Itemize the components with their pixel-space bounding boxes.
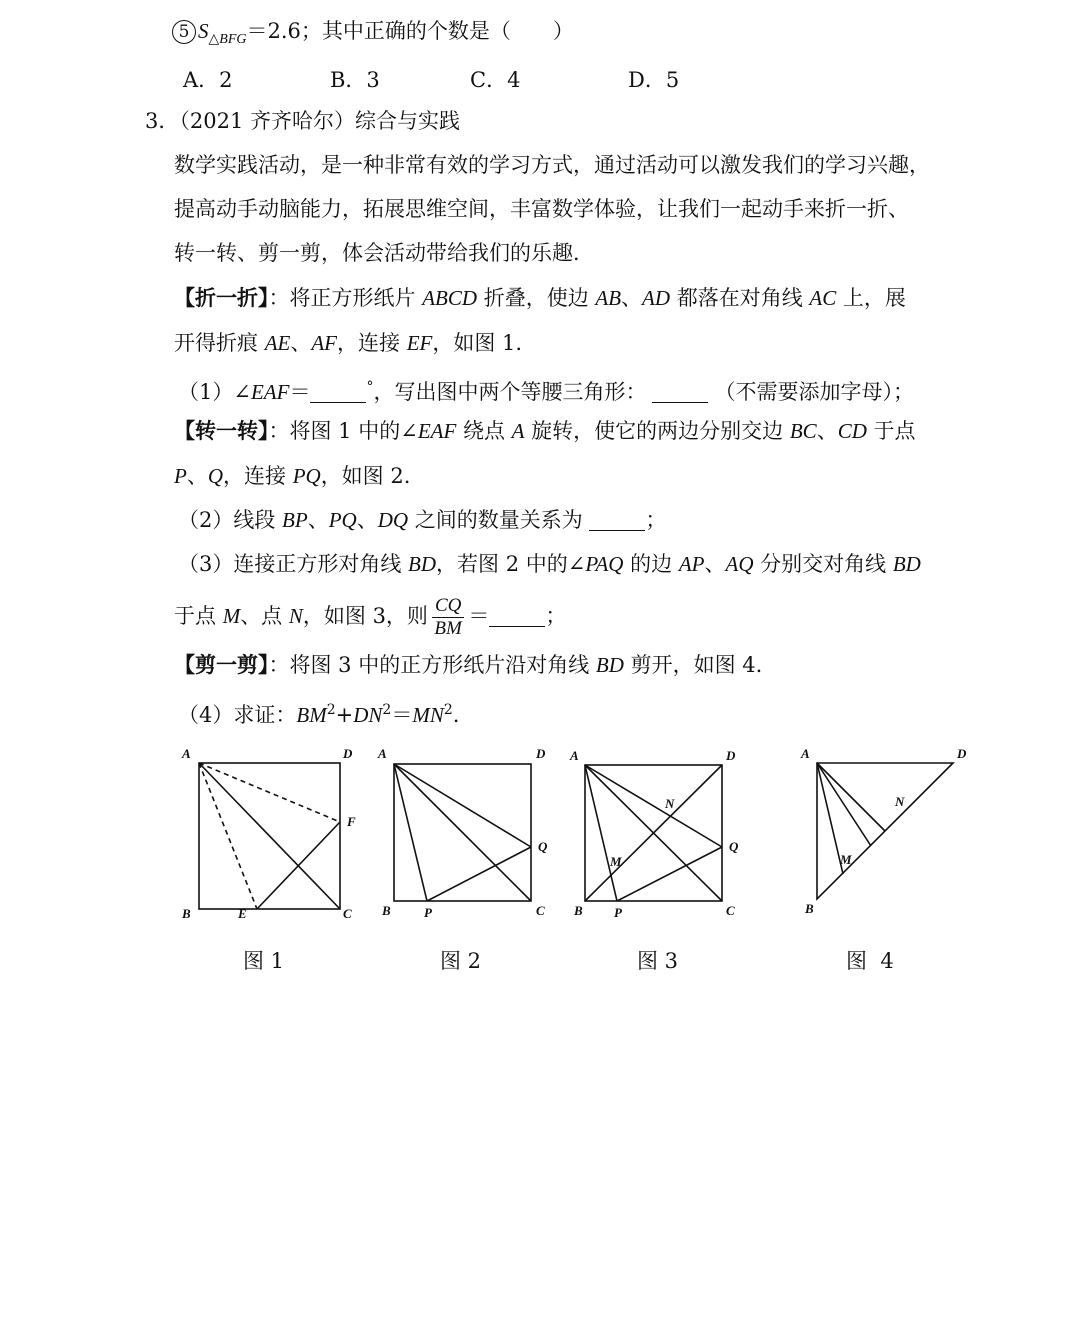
label-p: P: [424, 905, 432, 920]
fold-text: 折叠，使边: [477, 286, 596, 310]
rotate-text: 、: [816, 419, 838, 443]
exponent: 2: [326, 702, 336, 718]
label-a: A: [801, 746, 810, 761]
math-var: AB: [595, 286, 622, 310]
q4-text: （4）求证：: [178, 703, 297, 727]
fold-label: 【折一折】: [174, 285, 269, 310]
area-symbol: S: [198, 19, 209, 43]
intro-line-1: 数学实践活动，是一种非常有效的学习方式，通过活动可以激发我们的学习兴趣，: [174, 153, 930, 177]
label-b: B: [805, 901, 814, 916]
diagonal-ac: [199, 763, 340, 909]
q3-text: 的边: [623, 552, 679, 576]
label-f: F: [347, 814, 356, 829]
q1-text: ＝: [289, 380, 311, 404]
diagonal-ac: [394, 764, 531, 901]
problem-header: 3．（2021 齐齐哈尔）综合与实践: [145, 109, 460, 133]
math-var: Q: [207, 464, 223, 488]
q3-text: ；: [545, 604, 567, 628]
figure-4: [795, 740, 985, 930]
question-2: [178, 505, 666, 535]
label-d: D: [957, 746, 967, 761]
rotate-text: ：将图 1 中的∠: [268, 419, 418, 443]
cut-text: 剪开，如图 4.: [623, 653, 763, 677]
fold-line-2: [174, 328, 522, 358]
fold-text: 上，展: [836, 286, 906, 310]
label-p: P: [614, 905, 622, 920]
cut-text: ：将图 3 中的正方形纸片沿对角线: [268, 653, 596, 677]
math-var: PAQ: [585, 552, 624, 576]
q3-text: 分别交对角线: [753, 552, 893, 576]
math-var: M: [222, 604, 241, 628]
q3-text: （3）连接正方形对角线: [178, 552, 409, 576]
math-var: BP: [282, 508, 308, 532]
label-a: A: [570, 748, 579, 763]
label-b: B: [574, 903, 583, 918]
q3-text: 、点: [240, 604, 289, 628]
label-c: C: [726, 903, 735, 918]
rotate-text: ，连接: [223, 464, 293, 488]
segment-ap: [394, 764, 427, 901]
fold-text: 、: [290, 331, 312, 355]
fraction-denominator: BM: [434, 618, 462, 639]
q1-text: ，写出图中两个等腰三角形：: [373, 380, 647, 404]
math-var: N: [288, 604, 303, 628]
option-c: C．4: [470, 68, 521, 92]
label-d: D: [726, 748, 736, 763]
q4-text: ＝: [391, 703, 413, 727]
math-var: EAF: [250, 380, 290, 404]
math-var: PQ: [292, 464, 321, 488]
math-var: BM: [296, 703, 327, 727]
question-4: [178, 695, 459, 730]
rotate-text: ，如图 2.: [320, 464, 411, 488]
option-b: B．3: [330, 68, 380, 92]
label-d: D: [536, 746, 546, 761]
label-d: D: [343, 746, 353, 761]
math-var: DQ: [377, 508, 409, 532]
rotate-text: 旋转，使它的两边分别交边: [524, 419, 790, 443]
fraction-numerator: CQ: [432, 595, 464, 618]
figure-2-caption: 图 2: [440, 949, 482, 973]
q1-text: （1）∠: [178, 380, 251, 404]
fold-text: ：将正方形纸片: [268, 286, 423, 310]
math-var: PQ: [328, 508, 357, 532]
rotate-line-2: [174, 461, 410, 491]
q3-text: 、: [704, 552, 726, 576]
fold-text: 、: [621, 286, 643, 310]
option-d: D．5: [628, 68, 680, 92]
math-var: ABCD: [422, 286, 478, 310]
label-c: C: [536, 903, 545, 918]
q4-text: +: [335, 703, 354, 727]
label-b: B: [382, 903, 391, 918]
rotate-label: 【转一转】: [174, 418, 269, 443]
label-q: Q: [538, 839, 548, 854]
q3-text: ＝: [468, 604, 490, 628]
answer-blank[interactable]: [652, 382, 708, 403]
rotate-text: 绕点: [456, 419, 512, 443]
math-var: AC: [809, 286, 837, 310]
segment-ap: [585, 765, 617, 901]
math-var: BD: [595, 653, 624, 677]
figure-1-caption: 图 1: [243, 949, 285, 973]
rotate-line-1: [174, 416, 916, 446]
area-subscript: △BFG: [208, 32, 247, 48]
segment-a-mid: [817, 763, 871, 846]
math-var: AQ: [725, 552, 754, 576]
q2-text: ；: [645, 508, 667, 532]
math-var: DN: [353, 703, 383, 727]
figure-2: [372, 740, 562, 930]
intro-line-2: 提高动手动脑能力，拓展思维空间，丰富数学体验，让我们一起动手来折一折、: [174, 197, 909, 221]
math-var: AP: [678, 552, 705, 576]
segment-an: [817, 763, 885, 831]
answer-blank[interactable]: [310, 382, 366, 403]
question-1: [178, 372, 914, 407]
segment-pq: [617, 847, 722, 901]
answer-blank[interactable]: [489, 606, 545, 627]
figure-3: [564, 740, 754, 930]
fold-text: 开得折痕: [174, 331, 265, 355]
label-n: N: [665, 796, 675, 811]
math-var: AE: [264, 331, 291, 355]
label-m: M: [610, 854, 622, 869]
q2-text: （2）线段: [178, 508, 283, 532]
cut-label: 【剪一剪】: [174, 652, 269, 677]
prev-item-line: [172, 16, 574, 55]
label-n: N: [895, 794, 905, 809]
question-3-line-1: [178, 549, 921, 579]
label-m: M: [840, 852, 852, 867]
q3-text: 于点: [174, 604, 223, 628]
q4-text: .: [452, 703, 460, 727]
math-var: MN: [412, 703, 444, 727]
label-c: C: [343, 906, 352, 921]
q3-text: ，若图 2 中的∠: [436, 552, 586, 576]
question-3-line-2: [174, 593, 566, 640]
label-a: A: [182, 746, 191, 761]
label-a: A: [378, 746, 387, 761]
math-var: P: [174, 464, 187, 488]
crease-af: [199, 763, 340, 822]
q2-text: 、: [307, 508, 329, 532]
label-q: Q: [729, 839, 739, 854]
fraction-cq-bm: [432, 595, 464, 640]
exponent: 2: [443, 702, 453, 718]
fold-line-1: [174, 283, 906, 313]
rotate-text: 、: [186, 464, 208, 488]
intro-line-3: 转一转、剪一剪，体会活动带给我们的乐趣．: [174, 241, 594, 265]
segment-aq: [585, 765, 722, 847]
math-var: BD: [892, 552, 921, 576]
crease-ae: [199, 763, 257, 909]
math-var: CD: [837, 419, 867, 443]
q3-text: ，如图 3，则: [302, 604, 428, 628]
answer-blank[interactable]: [589, 510, 645, 531]
math-var: BD: [408, 552, 437, 576]
option-a: A．2: [183, 68, 233, 92]
math-var: EF: [406, 331, 433, 355]
fold-text: ，连接: [337, 331, 407, 355]
math-var: BC: [789, 419, 817, 443]
rotate-text: 于点: [866, 419, 916, 443]
prev-item-text: ＝2.6；其中正确的个数是（ ）: [246, 19, 574, 43]
segment-aq: [394, 764, 531, 847]
fold-text: ，如图 1.: [432, 331, 523, 355]
degree-symbol: °: [366, 379, 374, 395]
q2-text: 之间的数量关系为: [408, 508, 590, 532]
figure-3-caption: 图 3: [637, 949, 679, 973]
circled-number: 5: [172, 20, 196, 44]
math-var: AD: [642, 286, 671, 310]
q2-text: 、: [356, 508, 378, 532]
cut-line: [174, 650, 762, 680]
math-var: A: [511, 419, 525, 443]
q1-text: （不需要添加字母）；: [714, 380, 914, 404]
segment-pq: [427, 847, 531, 901]
label-e: E: [238, 906, 247, 921]
exponent: 2: [382, 702, 392, 718]
fold-text: 都落在对角线: [670, 286, 810, 310]
math-var: EAF: [417, 419, 457, 443]
figure-4-caption: 图 4: [846, 949, 894, 973]
math-var: AF: [311, 331, 337, 355]
label-b: B: [182, 906, 191, 921]
figure-1: [176, 740, 366, 930]
